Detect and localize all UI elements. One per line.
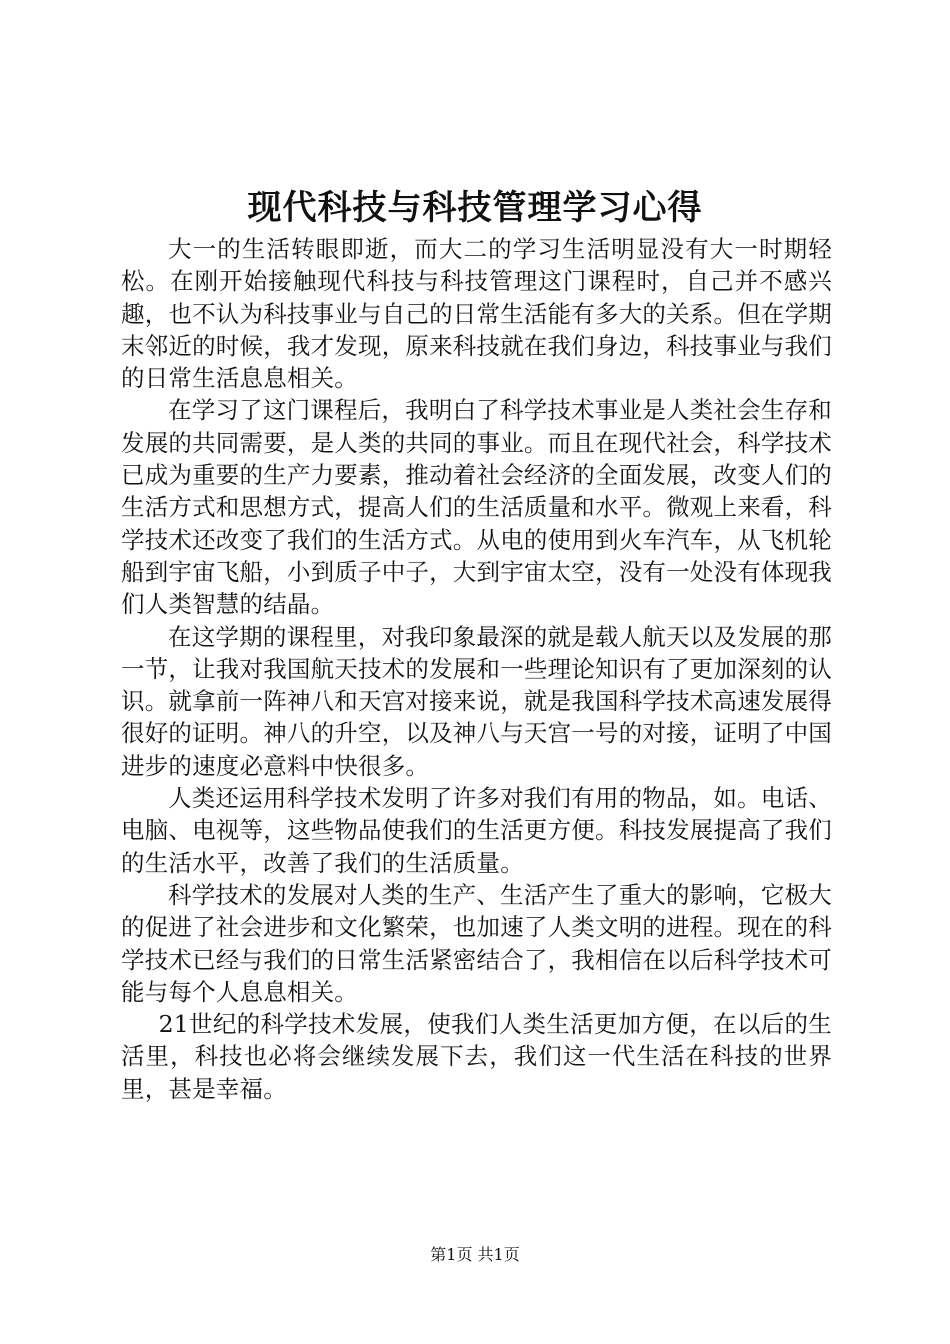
paragraph-1: 大一的生活转眼即逝，而大二的学习生活明显没有大一时期轻松。在刚开始接触现代科技与科技管理这门课程时，自己并不感兴趣，也不认为科技事业与自己的日常生活能有多大的关系。但在学期末邻近的时候，我才发现，原来科技就在我们身边，科技事业与我们的日常生活息息相关。 — [121, 235, 832, 393]
paragraph-2: 在学习了这门课程后，我明白了科学技术事业是人类社会生存和发展的共同需要，是人类的共同的事业。而且在现代社会，科学技术已成为重要的生产力要素，推动着社会经济的全面发展，改变人们的生活方式和思想方式，提高人们的生活质量和水平。微观上来看，科学技术还改变了我们的生活方式。从电的使用到火车汽车，从飞机轮船到宇宙飞船，小到质子中子，大到宇宙太空，没有一处没有体现我们人类智慧的结晶。 — [121, 396, 832, 619]
document-body — [121, 233, 832, 1105]
paragraph-3: 在这学期的课程里，对我印象最深的就是载人航天以及发展的那一节，让我对我国航天技术的发展和一些理论知识有了更加深刻的认识。就拿前一阵神八和天宫对接来说，就是我国科学技术高速发展得很好的证明。神八的升空，以及神八与天宫一号的对接，证明了中国进步的速度必意料中快很多。 — [121, 622, 832, 780]
page-footer: 第1页 共1页 — [430, 1245, 520, 1264]
paragraph-5: 科学技术的发展对人类的生产、生活产生了重大的影响，它极大的促进了社会进步和文化繁荣，也加速了人类文明的进程。现在的科学技术已经与我们的日常生活紧密结合了，我相信在以后科学技术可能与每个人息息相关。 — [121, 880, 832, 1006]
document-title: 现代科技与科技管理学习心得 — [247, 188, 703, 228]
paragraph-4: 人类还运用科学技术发明了许多对我们有用的物品，如。电话、电脑、电视等，这些物品使我们的生活更方便。科技发展提高了我们的生活水平，改善了我们的生活质量。 — [121, 784, 832, 877]
paragraph-6: 21世纪的科学技术发展，使我们人类生活更加方便，在以后的生活里，科技也必将会继续发展下去，我们这一代生活在科技的世界里，甚是幸福。 — [121, 1010, 832, 1103]
